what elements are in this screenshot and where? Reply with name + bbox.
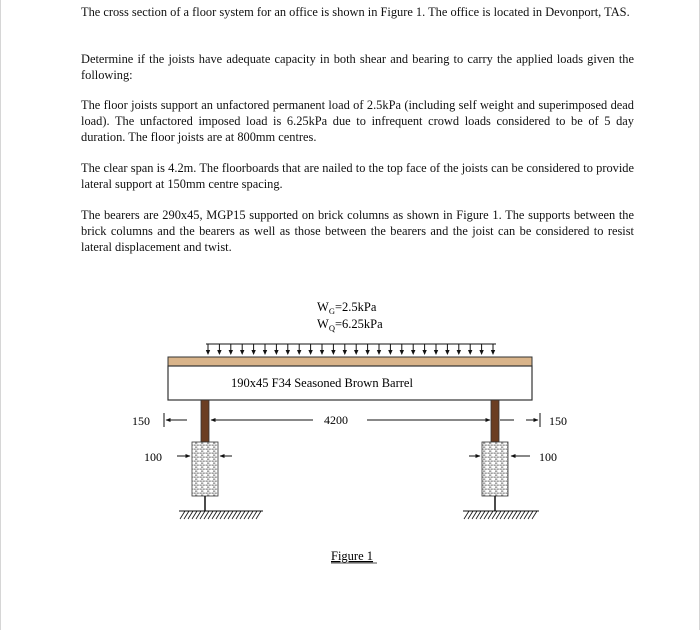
paragraph-bearers: The bearers are 290x45, MGP15 supported on brick columns as shown in Figure 1. The supports between the brick columns and the bearers as well as those between the bearers and the joist can be considered to resist lateral displacement and twist. [81, 208, 634, 254]
ground-hatch-line [236, 511, 241, 519]
bearing-right-label: 150 [549, 414, 567, 428]
paragraph-intro: The cross section of a floor system for an office is shown in Figure 1. The office is located in Devonport, TAS. [81, 5, 630, 19]
right-bearer [491, 400, 499, 442]
column-left-label: 100 [144, 450, 162, 464]
load-arrow-head [400, 350, 404, 355]
left-brick-column [192, 442, 218, 496]
ground-hatch-line [468, 511, 473, 519]
load-arrow-head [491, 350, 495, 355]
column-right-label: 100 [539, 450, 557, 464]
ground-hatch-line [496, 511, 501, 519]
load-arrow-head [286, 350, 290, 355]
ground-hatch-line [252, 511, 257, 519]
load-arrow-head [377, 350, 381, 355]
floorboard [168, 357, 532, 366]
load-arrow-head [388, 350, 392, 355]
load-arrow-head [229, 350, 233, 355]
ground-hatch-line [476, 511, 481, 519]
right-ground-hatch [464, 511, 537, 519]
ground-hatch-line [488, 511, 493, 519]
ground-hatch-line [184, 511, 189, 519]
ground-hatch-line [516, 511, 521, 519]
ground-hatch-line [464, 511, 469, 519]
ground-hatch-line [200, 511, 205, 519]
paragraph-task: Determine if the joists have adequate capacity in both shear and bearing to carry the applied loads given the following: [81, 52, 634, 82]
ground-hatch-line [524, 511, 529, 519]
ground-hatch-line [228, 511, 233, 519]
paragraph-span: The clear span is 4.2m. The floorboards that are nailed to the top face of the joists can be considered to provide lateral support at 150mm centre spacing. [81, 161, 634, 191]
span-label: 4200 [324, 413, 348, 427]
joist-label: 190x45 F34 Seasoned Brown Barrel [231, 376, 413, 390]
load-arrow-head [343, 350, 347, 355]
ground-hatch-line [500, 511, 505, 519]
ground-hatch-line [232, 511, 237, 519]
load-arrow-head [274, 350, 278, 355]
load-arrow-head [468, 350, 472, 355]
ground-hatch-line [528, 511, 533, 519]
ground-hatch-line [192, 511, 197, 519]
ground-hatch-line [504, 511, 509, 519]
load-arrow-head [422, 350, 426, 355]
ground-hatch-line [512, 511, 517, 519]
load-arrow-head [240, 350, 244, 355]
ground-hatch-line [484, 511, 489, 519]
ground-hatch-line [520, 511, 525, 519]
ground-hatch-line [212, 511, 217, 519]
ground-hatch-line [256, 511, 261, 519]
load-arrow-head [434, 350, 438, 355]
ground-hatch-line [180, 511, 185, 519]
ground-hatch-line [244, 511, 249, 519]
ground-hatch-line [248, 511, 253, 519]
load-arrow-head [445, 350, 449, 355]
ground-hatch-line [492, 511, 497, 519]
left-bearer [201, 400, 209, 442]
distributed-load-arrows [206, 344, 495, 355]
figure-caption: Figure 1 [331, 549, 374, 563]
load-arrow-head [331, 350, 335, 355]
left-ground-hatch [180, 511, 261, 519]
load-arrow-head [320, 350, 324, 355]
ground-hatch-line [224, 511, 229, 519]
ground-hatch-line [188, 511, 193, 519]
load-arrow-head [308, 350, 312, 355]
ground-hatch-line [216, 511, 221, 519]
load-arrow-head [263, 350, 267, 355]
load-wg-label: $W_G=2.5kPa$ [317, 300, 377, 316]
ground-hatch-line [240, 511, 245, 519]
load-arrow-head [206, 350, 210, 355]
paragraph-loads: The floor joists support an unfactored permanent load of 2.5kPa (including self weight and superimposed dead load). The unfactored imposed load is 6.25kPa due to infrequent crowd loads considered to be of 5 day duration. The floor joists are at 800mm centres. [81, 98, 634, 144]
load-arrow-head [479, 350, 483, 355]
load-arrow-head [457, 350, 461, 355]
figure-1-diagram [1, 0, 700, 630]
ground-hatch-line [220, 511, 225, 519]
load-wq-label: $W_Q=6.25kPa$ [317, 317, 383, 333]
load-arrow-head [354, 350, 358, 355]
right-brick-column [482, 442, 508, 496]
ground-hatch-line [196, 511, 201, 519]
load-arrow-head [251, 350, 255, 355]
load-arrow-head [365, 350, 369, 355]
ground-hatch-line [508, 511, 513, 519]
load-arrow-head [297, 350, 301, 355]
ground-hatch-line [532, 511, 537, 519]
bearing-left-label: 150 [132, 414, 150, 428]
load-arrow-head [217, 350, 221, 355]
ground-hatch-line [208, 511, 213, 519]
ground-hatch-line [472, 511, 477, 519]
ground-hatch-line [204, 511, 209, 519]
load-arrow-head [411, 350, 415, 355]
ground-hatch-line [480, 511, 485, 519]
